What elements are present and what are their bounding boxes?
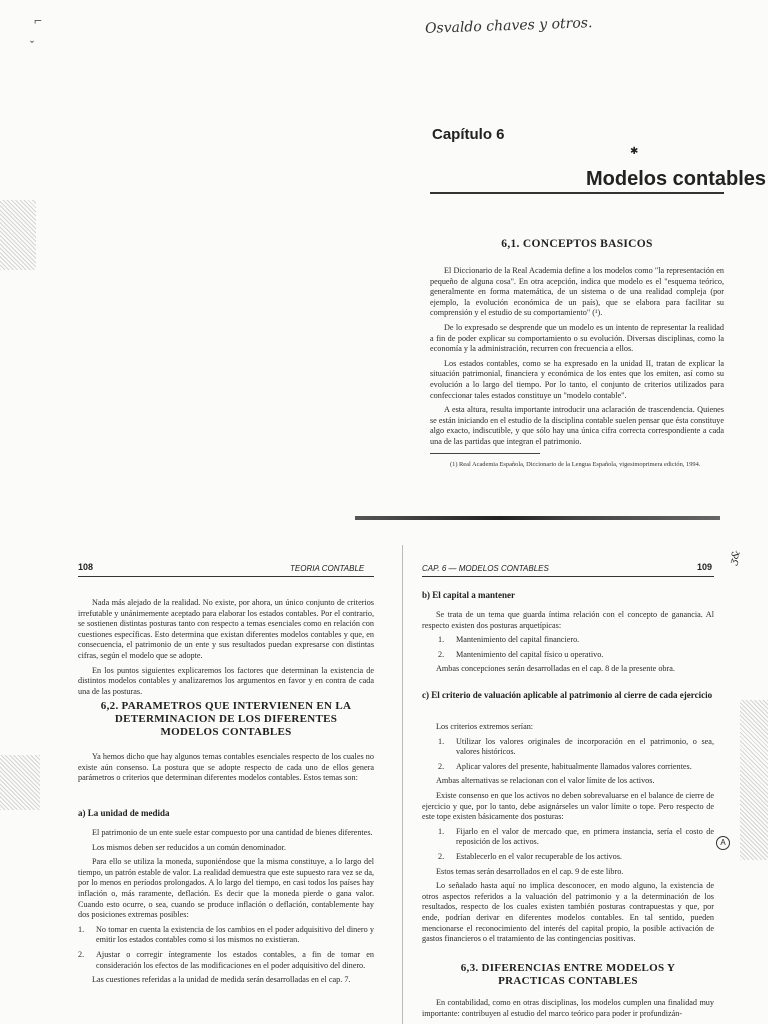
paragraph: Existe consenso en que los activos no deben sobrevaluarse en el balance de cierre de ejercicio y que, por lo tanto, debe asignárseles un valor límite o tope. Pero respecto de este tope existen básicamente dos posturas: [422, 790, 714, 822]
scan-speckle [740, 700, 768, 860]
running-head-right: CAP. 6 — MODELOS CONTABLES [422, 564, 549, 573]
subhead-a: a) La unidad de medida [78, 808, 170, 818]
header-rule-left [78, 576, 374, 577]
ornament-icon: ✱ [630, 146, 639, 157]
paragraph: En contabilidad, como en otras disciplinas, los modelos cumplen una finalidad muy importante: contribuyen al estudio del marco teórico para poder ir profundizán- [422, 998, 714, 1018]
paragraph: Lo señalado hasta aquí no implica desconocer, en modo alguno, la existencia de otros aspectos referidos a la valuación del patrimonio y a la determinación de los resultados, respecto de los cuales existen también posturas contrapuestas y que, por ende, podrían derivar en diferentes modelos contables. En tal sentido, pueden mencionarse el reconocimiento del interés del capital propio, la posible activación de gastos financieros o el tratamiento de las contingencias positivas. [422, 881, 714, 944]
footnote: (1) Real Academia Española, Diccionario de la Lengua Española, vigesimoprimera edición, 1994. [450, 461, 701, 468]
c-list [422, 737, 714, 773]
margin-mark-top: ⌐ [34, 14, 42, 29]
paragraph: A esta altura, resulta importante introducir una aclaración de trascendencia. Quienes se están iniciando en el estudio de la disciplina contable suelen pensar que ésta constituye algo exacto, indiscutible, y que sólo hay una única cifra correcta correspondiente a cada una de las partidas que integran el patrimonio. [430, 405, 724, 446]
upper-body [430, 266, 724, 452]
paragraph: Para ello se utiliza la moneda, suponiéndose que la misma constituye, a lo largo del tiempo, un patrón estable de valor. La realidad demuestra que este supuesto rara vez se da, por lo menos en períodos prolongados. A lo largo del tiempo, en casi todos los países hay inflación o, más raramente, deflación. Es decir que la moneda pierde o gana valor. Cuando esto ocurre, o sea, cuando se produce inflación o deflación, contablemente hay dos posiciones extremas posibles: [78, 857, 375, 920]
paragraph: Nada más alejado de la realidad. No existe, por ahora, un único conjunto de criterios irrefutable y unánimemente aceptado para elaborar los estados contables. Por el contrario, se sostienen distintas posturas tanto con respecto a temas esenciales como en relación con cuestiones específicas. Esto determina que existan diferentes modelos contables y que, en consecuencia, el patrimonio de un ente y sus resultados puedan expresarse con distintas cifras, según el modelo que se adopte. [78, 598, 374, 660]
right-final [422, 998, 714, 1023]
section-title-6-1: 6,1. CONCEPTOS BASICOS [501, 238, 653, 250]
margin-circle-mark: A [716, 836, 730, 850]
list-item: 1. Fijarlo en el valor de mercado que, en primera instancia, sería el costo de reposición de los activos. [438, 826, 714, 847]
right-c-body [422, 722, 714, 949]
left-section-paragraph [78, 752, 374, 788]
list-item: 1. Utilizar los valores originales de incorporación en el patrimonio, o sea, valores históricos. [438, 736, 714, 757]
section-title-6-3: 6,3. DIFERENCIAS ENTRE MODELOS Y PRACTICAS CONTABLES [460, 962, 676, 987]
left-a-body [78, 828, 374, 990]
a-list [78, 925, 374, 971]
scan-speckle [0, 755, 40, 810]
running-head-left: TEORIA CONTABLE [290, 564, 365, 573]
c-list-2 [422, 827, 714, 863]
list-item: 2. Ajustar o corregir íntegramente los estados contables, a fin de tomar en consideración los efectos de las modificaciones en el poder adquisitivo del dinero. [78, 949, 374, 970]
list-item: 2. Aplicar valores del presente, habitualmente llamados valores corrientes. [438, 761, 692, 771]
paragraph: Las cuestiones referidas a la unidad de medida serán desarrolladas en el cap. 7. [92, 975, 351, 985]
chapter-title: Modelos contables [586, 168, 767, 190]
scan-speckle [0, 200, 36, 270]
subhead-b: b) El capital a mantener [422, 590, 515, 600]
list-item: 1. No tomar en cuenta la existencia de los cambios en el poder adquisitivo del dinero y emitir los estados contables como si los mismos no existieran. [78, 924, 374, 945]
paragraph: Estos temas serán desarrollados en el cap. 9 de este libro. [436, 866, 624, 876]
paragraph: Los mismos deben ser reducidos a un común denominador. [92, 842, 286, 852]
paragraph: En los puntos siguientes explicaremos los factores que determinan la existencia de distintos modelos contables y analizaremos los argumentos en favor y en contra de cada una de las posturas. [78, 665, 374, 696]
margin-scribble-icon: ʒ& [727, 548, 743, 567]
spine-line [402, 545, 403, 1024]
paragraph: Los criterios extremos serían: [436, 722, 534, 731]
handwritten-author-note: Osvaldo chaves y otros. [424, 15, 593, 37]
left-intro [78, 598, 374, 701]
subhead-c: c) El criterio de valuación aplicable al patrimonio al cierre de cada ejercicio [422, 690, 713, 700]
page-seam [355, 516, 720, 520]
paragraph: Ya hemos dicho que hay algunos temas contables esenciales respecto de los cuales no existe aún consenso. La postura que se adopte respecto de cada uno de ellos genera parámetros o criterios que determinan diferentes modelos contables. Estos temas son: [78, 752, 374, 783]
right-b-body [422, 610, 714, 679]
paragraph: Los estados contables, como se ha expresado en la unidad II, tratan de explicar la situación patrimonial, financiera y económica de los entes que los emiten, así como su evolución a lo largo del tiempo. Por lo tanto, el conjunto de criterios utilizados para confeccionar tales estados constituye un "modelo contable". [430, 358, 724, 400]
footnote-rule [430, 453, 540, 454]
chapter-label: Capítulo 6 [432, 126, 505, 143]
paragraph: De lo expresado se desprende que un modelo es un intento de representar la realidad a fin de poder explicar su comportamiento o su evolución. Diversas disciplinas, como la economía y la administración, recurren con frecuencia a ellos. [430, 322, 724, 354]
page-number-108: 108 [78, 562, 94, 572]
paragraph: Ambas concepciones serán desarrolladas en el cap. 8 de la presente obra. [436, 664, 675, 674]
margin-mark-tick: ˇ [30, 38, 34, 52]
paragraph: Se trata de un tema que guarda íntima relación con el concepto de ganancia. Al respecto existen dos posturas arquetípicas: [422, 610, 714, 630]
title-rule [430, 192, 724, 194]
list-item: 2. Mantenimiento del capital físico u operativo. [438, 649, 604, 659]
section-title-6-2: 6,2. PARAMETROS QUE INTERVIENEN EN LA DETERMINACION DE LOS DIFERENTES MODELOS CONTABLES [100, 700, 352, 738]
page-number-109: 109 [697, 562, 713, 572]
paragraph: Ambas alternativas se relacionan con el valor límite de los activos. [436, 776, 655, 786]
list-item: 2. Establecerlo en el valor recuperable de los activos. [438, 851, 622, 861]
paragraph: El patrimonio de un ente suele estar compuesto por una cantidad de bienes diferentes. [92, 828, 373, 837]
list-item: 1. Mantenimiento del capital financiero. [438, 635, 580, 645]
paragraph: El Diccionario de la Real Academia define a los modelos como "la representación en pequeño de alguna cosa". En otra acepción, indica que modelo es el "esquema teórico, generalmente en forma matemática, de un sistema o de una realidad compleja (por ejemplo, la evolución económica de un país), que se elabora para facilitar su comprensión y el estudio de su comportamiento" (¹). [430, 266, 724, 318]
b-list [422, 635, 714, 660]
header-rule-right [422, 576, 714, 577]
